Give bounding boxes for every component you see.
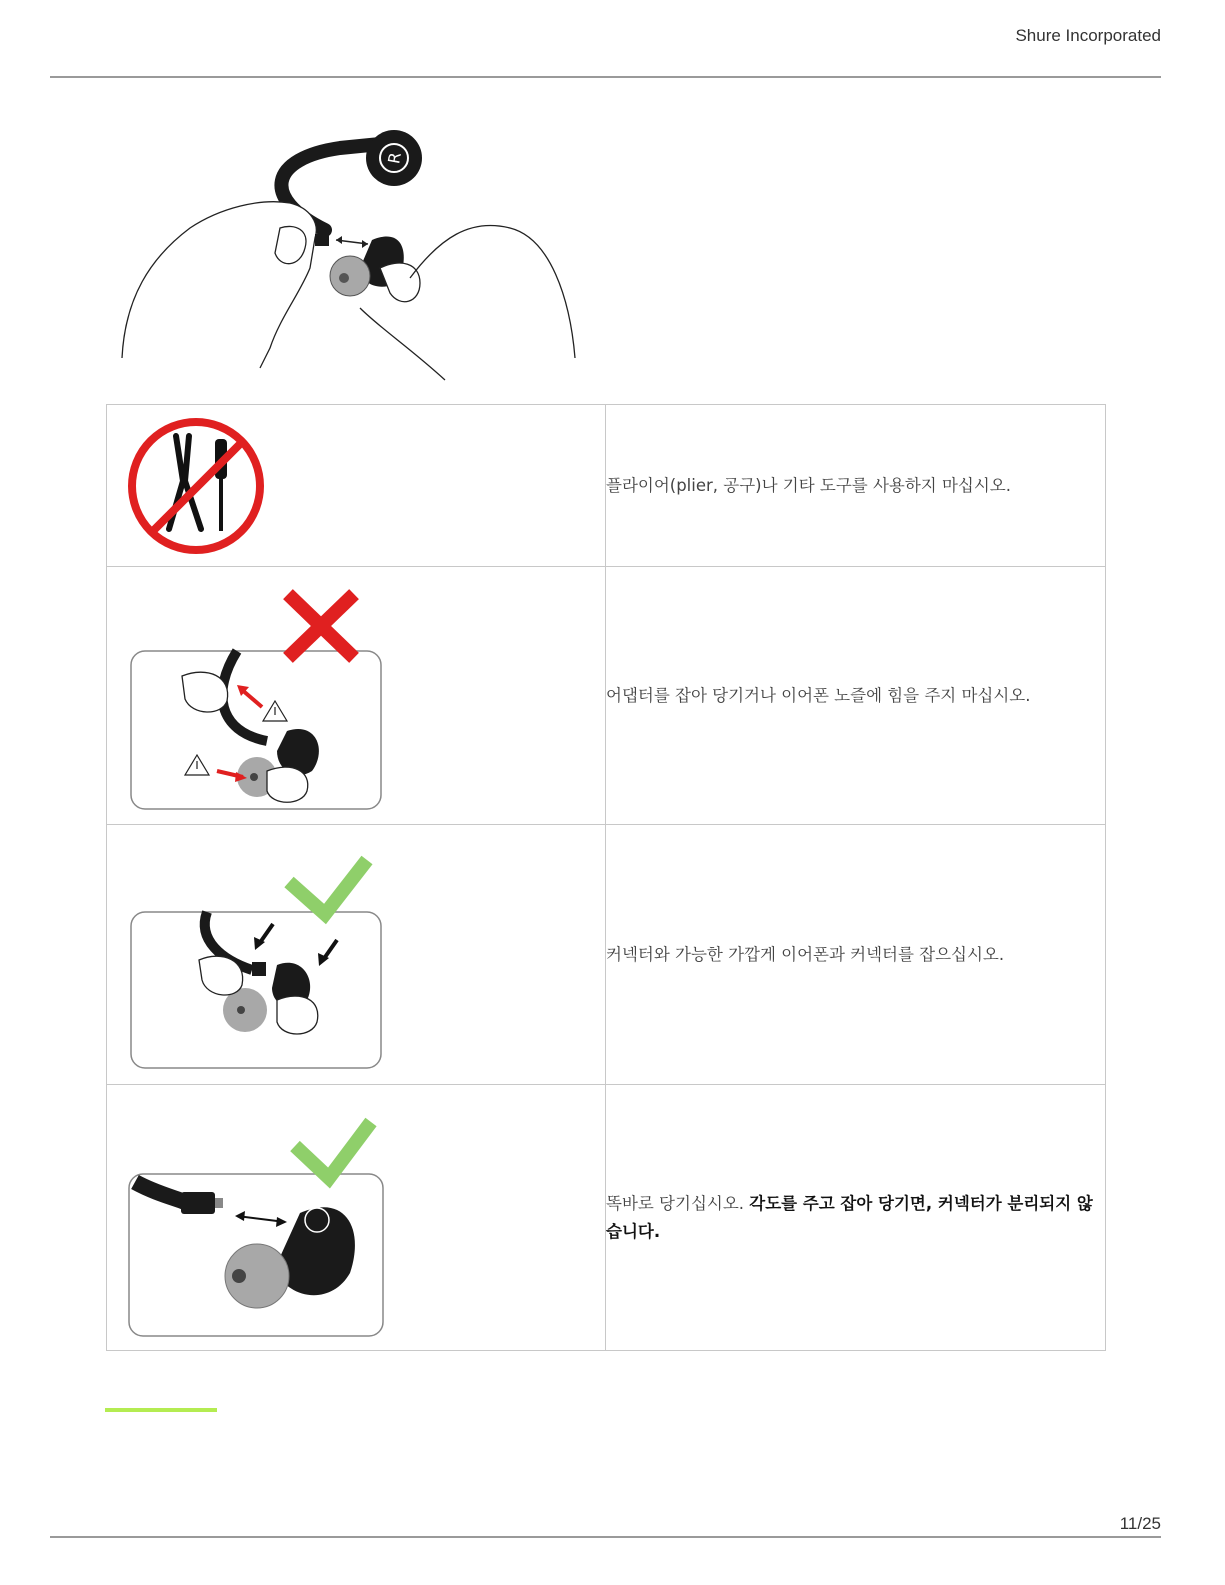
table-row bbox=[107, 567, 1106, 825]
pull-straight-illustration-cell bbox=[107, 1085, 606, 1351]
table-row bbox=[107, 405, 1106, 567]
step-text bbox=[606, 1085, 1106, 1351]
page-number: 11/25 bbox=[1119, 1514, 1161, 1533]
wrong-grip-illustration-cell bbox=[107, 567, 606, 825]
step-text-normal: 똑바로 당기십시오. bbox=[606, 1193, 750, 1213]
step-text: 어댑터를 잡아 당기거나 이어폰 노즐에 힘을 주지 마십시오. bbox=[606, 567, 1106, 825]
no-tools-icon-cell bbox=[107, 405, 606, 567]
wrong-grip-illustration bbox=[127, 581, 417, 811]
pull-straight-illustration bbox=[125, 1098, 415, 1338]
no-tools-icon bbox=[121, 411, 291, 561]
correct-grip-illustration-cell bbox=[107, 825, 606, 1085]
table-row bbox=[107, 1085, 1106, 1351]
step-text-bold: 각도를 주고 잡아 당기면, 커넥터가 분리되지 않습니다. bbox=[606, 1193, 1093, 1241]
step-text: 커넥터와 가능한 가깝게 이어폰과 커넥터를 잡으십시오. bbox=[606, 825, 1106, 1085]
section-accent-bar bbox=[105, 1408, 217, 1412]
correct-grip-illustration bbox=[127, 840, 417, 1070]
hero-illustration bbox=[110, 118, 590, 386]
header-divider bbox=[50, 76, 1161, 78]
instruction-table bbox=[106, 404, 1106, 1351]
step-text: 플라이어(plier, 공구)나 기타 도구를 사용하지 마십시오. bbox=[606, 405, 1106, 567]
footer-divider bbox=[50, 1536, 1161, 1538]
svg-text:R: R bbox=[384, 150, 405, 166]
header-company-name: Shure Incorporated bbox=[1015, 26, 1161, 45]
table-row bbox=[107, 825, 1106, 1085]
